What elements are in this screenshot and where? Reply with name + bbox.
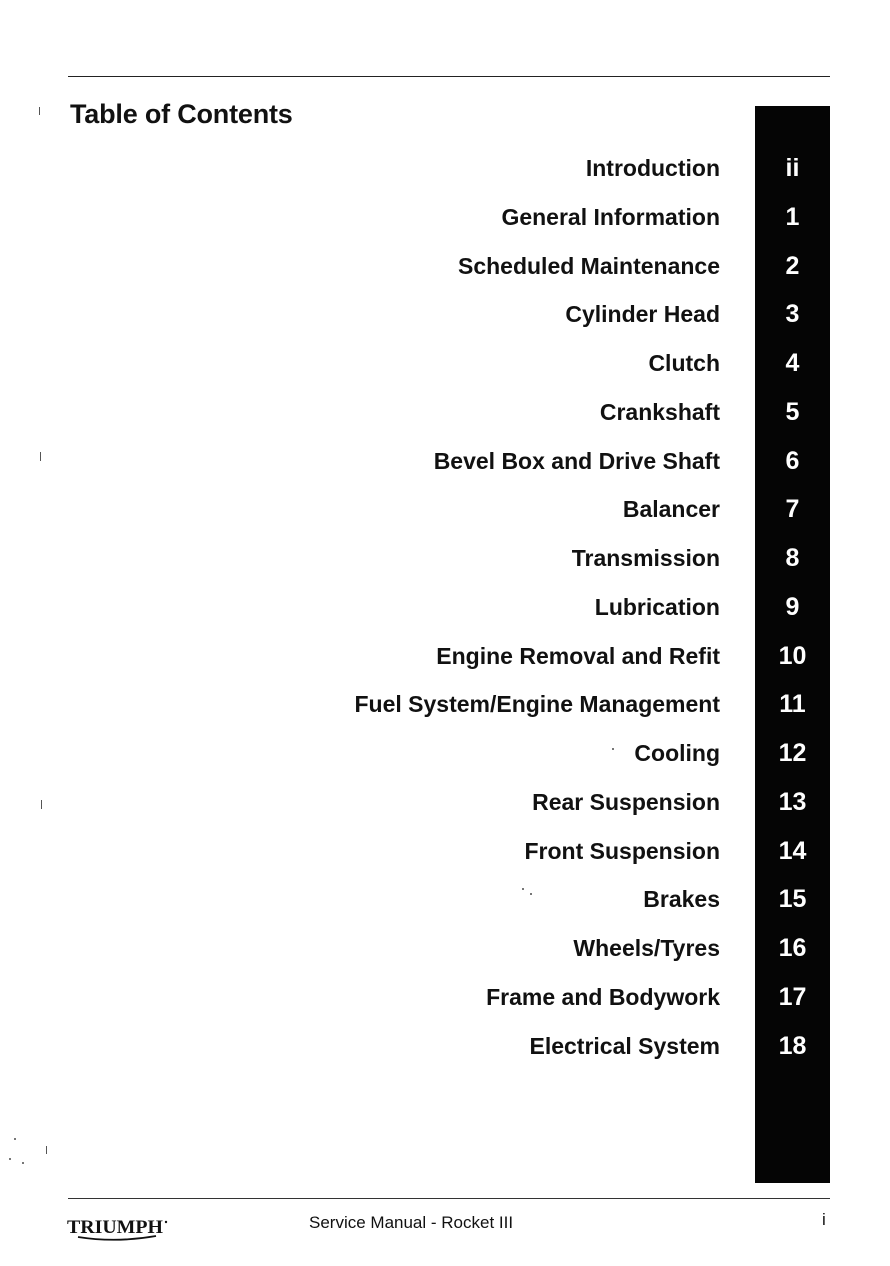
toc-entry-number: 5 <box>785 398 800 426</box>
page-number: i <box>822 1210 826 1229</box>
toc-entry-number: 17 <box>778 983 807 1011</box>
scan-artifact <box>40 452 41 461</box>
toc-entry-number: 16 <box>778 934 807 962</box>
toc-entry-number: 12 <box>778 739 807 767</box>
toc-entry-front-suspension[interactable] <box>0 834 890 868</box>
toc-entry-number: 3 <box>785 300 800 328</box>
toc-entry-label: Rear Suspension <box>532 789 720 815</box>
toc-entry-label: Front Suspension <box>524 838 720 864</box>
scan-artifact <box>22 1162 24 1164</box>
toc-entry-frame-bodywork[interactable] <box>0 980 890 1014</box>
toc-entry-number: 11 <box>779 690 806 718</box>
scan-artifact <box>39 107 40 115</box>
footer-manual-title: Service Manual - Rocket III <box>309 1213 514 1232</box>
toc-entry-label: Engine Removal and Refit <box>436 643 720 669</box>
toc-entry-label: Cooling <box>634 740 720 766</box>
toc-entry-cooling[interactable] <box>0 736 890 770</box>
toc-entry-number: 2 <box>785 252 800 280</box>
toc-entry-label: Transmission <box>571 545 720 571</box>
toc-entry-engine-removal[interactable] <box>0 639 890 673</box>
toc-entry-number: 6 <box>785 447 800 475</box>
triumph-logo <box>66 1212 170 1242</box>
toc-entry-label: Scheduled Maintenance <box>457 253 720 279</box>
toc-entry-introduction[interactable] <box>0 151 890 185</box>
toc-entry-number: 15 <box>778 885 807 913</box>
scan-artifact <box>14 1138 16 1140</box>
toc-entry-scheduled-maintenance[interactable] <box>0 249 890 283</box>
toc-entry-number: 10 <box>778 642 807 670</box>
toc-entry-crankshaft[interactable] <box>0 395 890 429</box>
toc-entry-number: 9 <box>785 593 800 621</box>
toc-entry-label: Brakes <box>643 886 720 912</box>
toc-entry-number: 13 <box>778 788 807 816</box>
scan-artifact <box>41 800 42 809</box>
toc-entry-bevel-box[interactable] <box>0 444 890 478</box>
toc-entry-transmission[interactable] <box>0 541 890 575</box>
toc-entry-rear-suspension[interactable] <box>0 785 890 819</box>
toc-entry-label: Introduction <box>585 155 720 181</box>
toc-entry-balancer[interactable] <box>0 492 890 526</box>
toc-entry-lubrication[interactable] <box>0 590 890 624</box>
toc-entry-number: 1 <box>785 203 800 231</box>
scan-artifact <box>612 748 614 750</box>
toc-entry-number: 8 <box>785 544 800 572</box>
toc-entry-label: Frame and Bodywork <box>486 984 720 1010</box>
toc-entry-cylinder-head[interactable] <box>0 297 890 331</box>
toc-entry-number: 18 <box>778 1032 807 1060</box>
toc-entry-label: Clutch <box>648 350 720 376</box>
toc-entry-general-information[interactable] <box>0 200 890 234</box>
scan-artifact <box>522 888 524 890</box>
toc-entry-label: Fuel System/Engine Management <box>354 691 720 717</box>
toc-entry-label: Bevel Box and Drive Shaft <box>433 448 720 474</box>
toc-entry-electrical-system[interactable] <box>0 1029 890 1063</box>
toc-entry-brakes[interactable] <box>0 882 890 916</box>
toc-entry-fuel-system[interactable] <box>0 687 890 721</box>
toc-entry-number: 4 <box>785 349 800 377</box>
toc-entry-label: General Information <box>501 204 720 230</box>
toc-entry-label: Lubrication <box>594 594 720 620</box>
scan-artifact <box>530 893 532 895</box>
toc-entry-number: 7 <box>785 495 800 523</box>
toc-entry-label: Crankshaft <box>599 399 720 425</box>
toc-entry-label: Balancer <box>622 496 720 522</box>
toc-entry-number: 14 <box>778 837 807 865</box>
toc-entry-label: Electrical System <box>529 1033 720 1059</box>
scan-artifact <box>9 1158 11 1160</box>
toc-entry-label: Cylinder Head <box>565 301 720 327</box>
toc-entry-wheels-tyres[interactable] <box>0 931 890 965</box>
page-title: Table of Contents <box>70 99 293 129</box>
toc-entry-clutch[interactable] <box>0 346 890 380</box>
footer-rule <box>68 1198 830 1199</box>
scan-artifact <box>46 1146 47 1154</box>
toc-entry-label: Wheels/Tyres <box>573 935 720 961</box>
toc-entry-number: ii <box>785 154 800 182</box>
triumph-logo-text: TRIUMPH <box>67 1217 164 1238</box>
